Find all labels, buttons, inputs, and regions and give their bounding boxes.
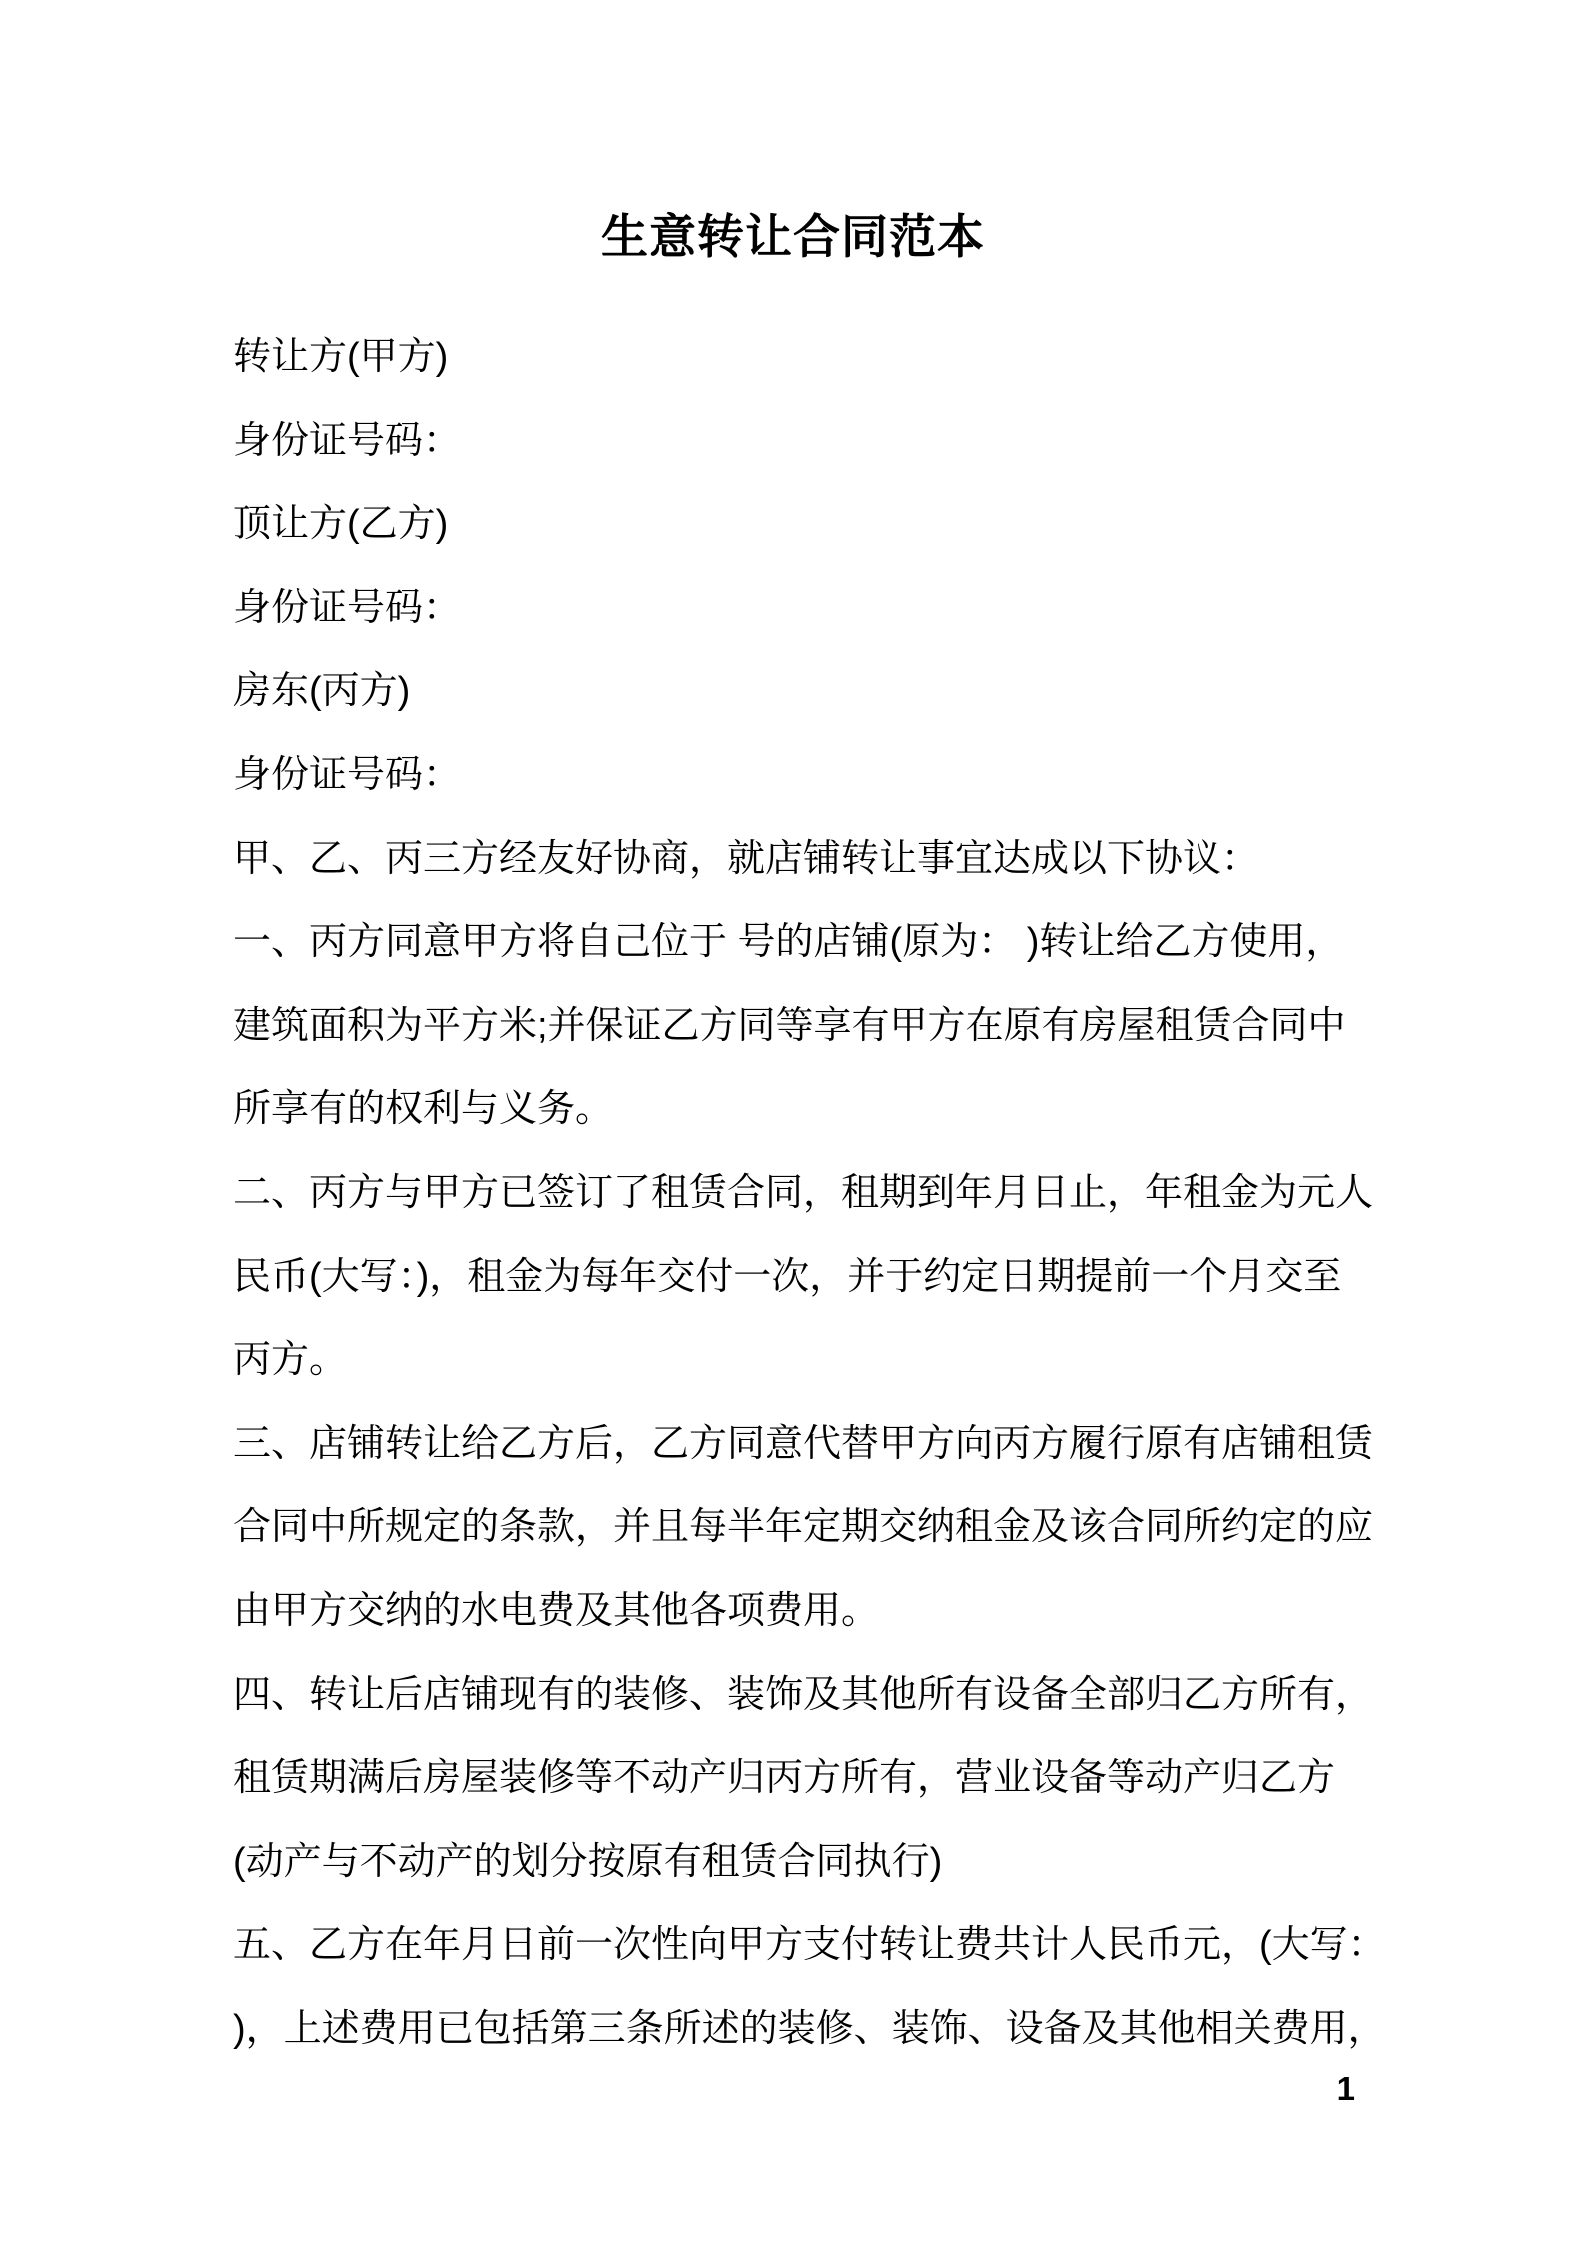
paragraph-line: 身份证号码： [233, 419, 462, 462]
paragraph-line: 一、丙方同意甲方将自己位于 号的店铺(原为： )转让给乙方使用， [233, 921, 1344, 964]
paragraph-line: 由甲方交纳的水电费及其他各项费用。 [233, 1589, 880, 1632]
paragraph-line: 租赁期满后房屋装修等不动产归丙方所有，营业设备等动产归乙方 [233, 1757, 1336, 1800]
paragraph-line: 建筑面积为平方米;并保证乙方同等享有甲方在原有房屋租赁合同中 [233, 1004, 1346, 1047]
paragraph-line: 二、丙方与甲方已签订了租赁合同，租期到年月日止，年租金为元人 [233, 1171, 1374, 1214]
paragraph-line: 合同中所规定的条款，并且每半年定期交纳租金及该合同所约定的应 [233, 1506, 1374, 1549]
paragraph-line: 转让方(甲方) [233, 336, 449, 378]
paragraph-line: 顶让方(乙方) [233, 503, 449, 546]
paragraph-line: 民币(大写：)，租金为每年交付一次，并于约定日期提前一个月交至 [233, 1255, 1342, 1298]
paragraph-line: )，上述费用已包括第三条所述的装修、装饰、设备及其他相关费用， [233, 2007, 1386, 2050]
paragraph-line: 丙方。 [233, 1339, 348, 1382]
paragraph-line: 三、店铺转让给乙方后，乙方同意代替甲方向丙方履行原有店铺租赁 [233, 1422, 1374, 1465]
paragraph-line: 所享有的权利与义务。 [233, 1088, 614, 1131]
paragraph-line: (动产与不动产的划分按原有租赁合同执行) [233, 1840, 943, 1883]
paragraph-line: 甲、乙、丙三方经友好协商，就店铺转让事宜达成以下协议： [233, 837, 1260, 880]
paragraph-line: 五、乙方在年月日前一次性向甲方支付转让费共计人民币元，(大写： [233, 1924, 1386, 1967]
page-number: 1 [1336, 2070, 1355, 2107]
paragraph-line: 身份证号码： [233, 586, 462, 629]
document-title: 生意转让合同范本 [601, 210, 985, 263]
paragraph-line: 房东(丙方) [233, 670, 411, 713]
paragraph-line: 四、转让后店铺现有的装修、装饰及其他所有设备全部归乙方所有， [233, 1673, 1374, 1716]
paragraph-line: 身份证号码： [233, 753, 462, 796]
document-body [233, 316, 1386, 2071]
